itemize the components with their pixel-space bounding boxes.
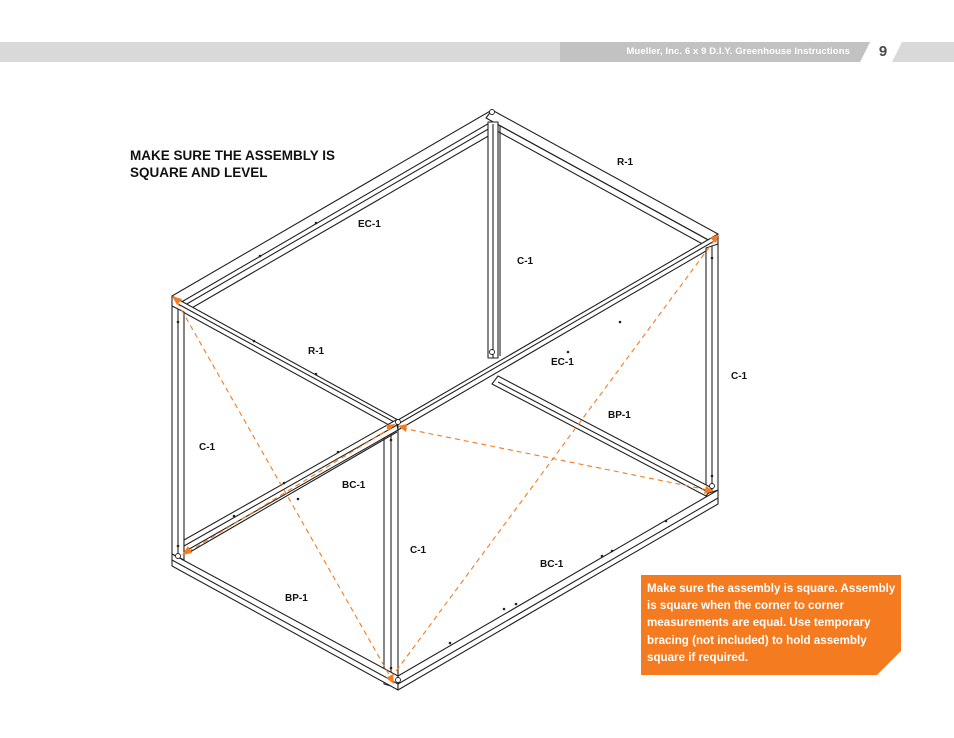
section-heading: MAKE SURE THE ASSEMBLY IS SQUARE AND LEVEL [130, 148, 336, 180]
label-bp1-back: BP-1 [608, 410, 631, 421]
label-r1-top: R-1 [617, 157, 634, 168]
label-bc1-front: BC-1 [540, 559, 564, 570]
top-back-ec1-member [172, 110, 498, 304]
label-c1-back: C-1 [517, 256, 534, 267]
label-bc1-back: BC-1 [342, 480, 366, 491]
label-ec1-front: EC-1 [551, 357, 574, 368]
label-c1-left: C-1 [199, 442, 216, 453]
label-c1-right: C-1 [731, 371, 748, 382]
bottom-back-bc1-member [184, 420, 398, 552]
label-c1-front: C-1 [410, 545, 427, 556]
label-ec1-top: EC-1 [358, 219, 381, 230]
label-r1-front: R-1 [308, 346, 325, 357]
note-callout-text: Make sure the assembly is square. Assembly is square when the corner to corner measurements are equal. Use temporary bracing (not included) to hold assembly square if required. [647, 582, 896, 664]
page-number: 9 [878, 43, 888, 60]
document-title: Mueller, Inc. 6 x 9 D.I.Y. Greenhouse Instructions [626, 46, 850, 57]
label-bp1-front: BP-1 [285, 593, 308, 604]
top-right-r1-member [486, 110, 718, 242]
top-left-r1-member [172, 296, 398, 430]
